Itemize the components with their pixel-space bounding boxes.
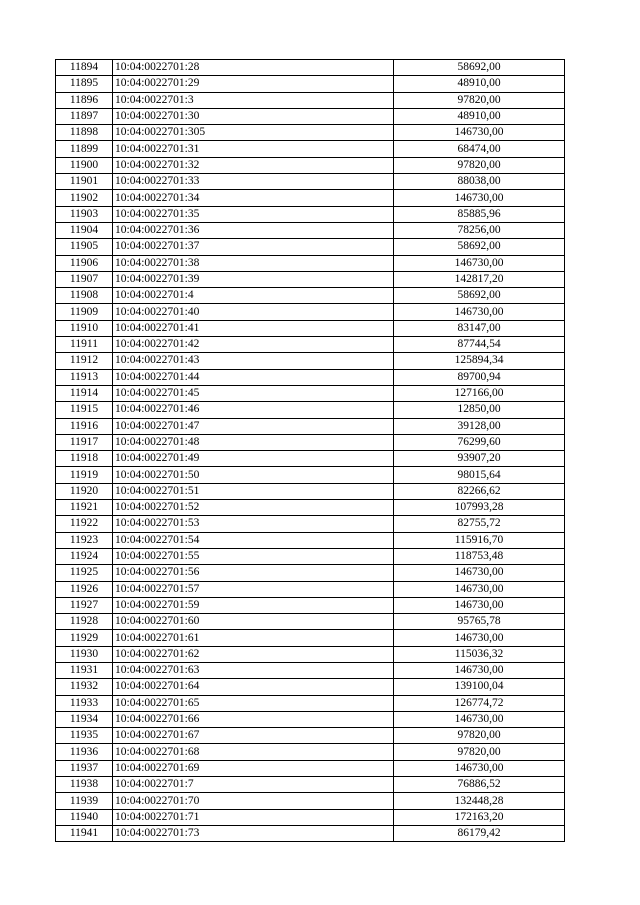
cadastral-code-cell: 10:04:0022701:32	[113, 157, 394, 173]
table-row	[56, 385, 565, 401]
amount-cell: 76886,52	[394, 777, 565, 793]
table-row	[56, 288, 565, 304]
row-number-cell: 11907	[56, 271, 113, 287]
table-row	[56, 728, 565, 744]
cadastral-code-cell: 10:04:0022701:53	[113, 516, 394, 532]
cadastral-code-cell: 10:04:0022701:59	[113, 597, 394, 613]
amount-cell: 146730,00	[394, 581, 565, 597]
table-row	[56, 157, 565, 173]
row-number-cell: 11912	[56, 353, 113, 369]
amount-cell: 93907,20	[394, 451, 565, 467]
amount-cell: 97820,00	[394, 728, 565, 744]
row-number-cell: 11914	[56, 385, 113, 401]
table-row	[56, 108, 565, 124]
table-row	[56, 793, 565, 809]
table-row	[56, 597, 565, 613]
amount-cell: 39128,00	[394, 418, 565, 434]
table-row	[56, 434, 565, 450]
row-number-cell: 11911	[56, 337, 113, 353]
table-body	[56, 60, 565, 842]
row-number-cell: 11910	[56, 320, 113, 336]
row-number-cell: 11941	[56, 825, 113, 841]
amount-cell: 83147,00	[394, 320, 565, 336]
cadastral-code-cell: 10:04:0022701:48	[113, 434, 394, 450]
cadastral-code-cell: 10:04:0022701:50	[113, 467, 394, 483]
row-number-cell: 11924	[56, 548, 113, 564]
table-row	[56, 337, 565, 353]
cadastral-code-cell: 10:04:0022701:51	[113, 483, 394, 499]
amount-cell: 146730,00	[394, 662, 565, 678]
table-row	[56, 581, 565, 597]
amount-cell: 115916,70	[394, 532, 565, 548]
amount-cell: 97820,00	[394, 92, 565, 108]
row-number-cell: 11930	[56, 646, 113, 662]
row-number-cell: 11939	[56, 793, 113, 809]
row-number-cell: 11937	[56, 760, 113, 776]
row-number-cell: 11928	[56, 614, 113, 630]
cadastral-code-cell: 10:04:0022701:46	[113, 402, 394, 418]
amount-cell: 126774,72	[394, 695, 565, 711]
cadastral-code-cell: 10:04:0022701:60	[113, 614, 394, 630]
cadastral-code-cell: 10:04:0022701:49	[113, 451, 394, 467]
row-number-cell: 11898	[56, 125, 113, 141]
table-row	[56, 695, 565, 711]
table-row	[56, 662, 565, 678]
cadastral-code-cell: 10:04:0022701:7	[113, 777, 394, 793]
amount-cell: 146730,00	[394, 565, 565, 581]
table-row	[56, 255, 565, 271]
row-number-cell: 11926	[56, 581, 113, 597]
table-row	[56, 679, 565, 695]
row-number-cell: 11897	[56, 108, 113, 124]
cadastral-code-cell: 10:04:0022701:34	[113, 190, 394, 206]
cadastral-code-cell: 10:04:0022701:56	[113, 565, 394, 581]
table-row	[56, 76, 565, 92]
table-row	[56, 744, 565, 760]
cadastral-code-cell: 10:04:0022701:68	[113, 744, 394, 760]
table-row	[56, 174, 565, 190]
amount-cell: 146730,00	[394, 711, 565, 727]
cadastral-code-cell: 10:04:0022701:47	[113, 418, 394, 434]
amount-cell: 95765,78	[394, 614, 565, 630]
row-number-cell: 11938	[56, 777, 113, 793]
row-number-cell: 11918	[56, 451, 113, 467]
cadastral-code-cell: 10:04:0022701:71	[113, 809, 394, 825]
cadastral-code-cell: 10:04:0022701:33	[113, 174, 394, 190]
table-row	[56, 60, 565, 76]
row-number-cell: 11923	[56, 532, 113, 548]
cadastral-code-cell: 10:04:0022701:67	[113, 728, 394, 744]
row-number-cell: 11920	[56, 483, 113, 499]
row-number-cell: 11925	[56, 565, 113, 581]
amount-cell: 146730,00	[394, 760, 565, 776]
amount-cell: 107993,28	[394, 500, 565, 516]
amount-cell: 82755,72	[394, 516, 565, 532]
amount-cell: 58692,00	[394, 288, 565, 304]
table-row	[56, 711, 565, 727]
amount-cell: 146730,00	[394, 630, 565, 646]
cadastral-code-cell: 10:04:0022701:40	[113, 304, 394, 320]
row-number-cell: 11902	[56, 190, 113, 206]
cadastral-code-cell: 10:04:0022701:31	[113, 141, 394, 157]
cadastral-code-cell: 10:04:0022701:57	[113, 581, 394, 597]
table-row	[56, 646, 565, 662]
table-row	[56, 320, 565, 336]
table-row	[56, 809, 565, 825]
table-row	[56, 353, 565, 369]
amount-cell: 82266,62	[394, 483, 565, 499]
table-row	[56, 500, 565, 516]
row-number-cell: 11931	[56, 662, 113, 678]
cadastral-code-cell: 10:04:0022701:35	[113, 206, 394, 222]
cadastral-code-cell: 10:04:0022701:69	[113, 760, 394, 776]
table-row	[56, 125, 565, 141]
cadastral-code-cell: 10:04:0022701:36	[113, 222, 394, 238]
table-row	[56, 483, 565, 499]
table-row	[56, 565, 565, 581]
row-number-cell: 11919	[56, 467, 113, 483]
row-number-cell: 11915	[56, 402, 113, 418]
row-number-cell: 11934	[56, 711, 113, 727]
amount-cell: 146730,00	[394, 190, 565, 206]
amount-cell: 85885,96	[394, 206, 565, 222]
table-row	[56, 516, 565, 532]
cadastral-code-cell: 10:04:0022701:45	[113, 385, 394, 401]
table-row	[56, 92, 565, 108]
table-row	[56, 369, 565, 385]
amount-cell: 58692,00	[394, 239, 565, 255]
amount-cell: 115036,32	[394, 646, 565, 662]
cadastral-code-cell: 10:04:0022701:61	[113, 630, 394, 646]
amount-cell: 68474,00	[394, 141, 565, 157]
cadastral-code-cell: 10:04:0022701:37	[113, 239, 394, 255]
row-number-cell: 11913	[56, 369, 113, 385]
cadastral-code-cell: 10:04:0022701:55	[113, 548, 394, 564]
table-row	[56, 532, 565, 548]
amount-cell: 97820,00	[394, 157, 565, 173]
row-number-cell: 11896	[56, 92, 113, 108]
row-number-cell: 11904	[56, 222, 113, 238]
cadastral-code-cell: 10:04:0022701:54	[113, 532, 394, 548]
table-row	[56, 402, 565, 418]
cadastral-code-cell: 10:04:0022701:4	[113, 288, 394, 304]
cadastral-code-cell: 10:04:0022701:29	[113, 76, 394, 92]
table-row	[56, 777, 565, 793]
data-table	[55, 59, 565, 842]
table-row	[56, 141, 565, 157]
cadastral-code-cell: 10:04:0022701:38	[113, 255, 394, 271]
amount-cell: 87744,54	[394, 337, 565, 353]
cadastral-code-cell: 10:04:0022701:39	[113, 271, 394, 287]
row-number-cell: 11905	[56, 239, 113, 255]
cadastral-code-cell: 10:04:0022701:305	[113, 125, 394, 141]
amount-cell: 125894,34	[394, 353, 565, 369]
amount-cell: 78256,00	[394, 222, 565, 238]
amount-cell: 127166,00	[394, 385, 565, 401]
row-number-cell: 11900	[56, 157, 113, 173]
row-number-cell: 11940	[56, 809, 113, 825]
row-number-cell: 11903	[56, 206, 113, 222]
cadastral-code-cell: 10:04:0022701:44	[113, 369, 394, 385]
table-row	[56, 614, 565, 630]
cadastral-code-cell: 10:04:0022701:63	[113, 662, 394, 678]
row-number-cell: 11916	[56, 418, 113, 434]
row-number-cell: 11909	[56, 304, 113, 320]
amount-cell: 172163,20	[394, 809, 565, 825]
row-number-cell: 11906	[56, 255, 113, 271]
row-number-cell: 11921	[56, 500, 113, 516]
row-number-cell: 11936	[56, 744, 113, 760]
amount-cell: 146730,00	[394, 304, 565, 320]
row-number-cell: 11908	[56, 288, 113, 304]
table-row	[56, 825, 565, 841]
amount-cell: 58692,00	[394, 60, 565, 76]
cadastral-code-cell: 10:04:0022701:43	[113, 353, 394, 369]
table-row	[56, 271, 565, 287]
table-row	[56, 239, 565, 255]
row-number-cell: 11894	[56, 60, 113, 76]
row-number-cell: 11935	[56, 728, 113, 744]
amount-cell: 142817,20	[394, 271, 565, 287]
amount-cell: 146730,00	[394, 597, 565, 613]
amount-cell: 86179,42	[394, 825, 565, 841]
row-number-cell: 11929	[56, 630, 113, 646]
cadastral-code-cell: 10:04:0022701:62	[113, 646, 394, 662]
table-row	[56, 467, 565, 483]
cadastral-code-cell: 10:04:0022701:41	[113, 320, 394, 336]
amount-cell: 146730,00	[394, 125, 565, 141]
cadastral-code-cell: 10:04:0022701:42	[113, 337, 394, 353]
table-row	[56, 418, 565, 434]
row-number-cell: 11899	[56, 141, 113, 157]
row-number-cell: 11901	[56, 174, 113, 190]
amount-cell: 12850,00	[394, 402, 565, 418]
table-row	[56, 222, 565, 238]
amount-cell: 98015,64	[394, 467, 565, 483]
cadastral-code-cell: 10:04:0022701:65	[113, 695, 394, 711]
table-row	[56, 304, 565, 320]
amount-cell: 132448,28	[394, 793, 565, 809]
amount-cell: 97820,00	[394, 744, 565, 760]
cadastral-code-cell: 10:04:0022701:73	[113, 825, 394, 841]
cadastral-code-cell: 10:04:0022701:64	[113, 679, 394, 695]
amount-cell: 118753,48	[394, 548, 565, 564]
table-row	[56, 206, 565, 222]
amount-cell: 89700,94	[394, 369, 565, 385]
row-number-cell: 11917	[56, 434, 113, 450]
table-row	[56, 760, 565, 776]
row-number-cell: 11927	[56, 597, 113, 613]
amount-cell: 48910,00	[394, 76, 565, 92]
row-number-cell: 11895	[56, 76, 113, 92]
cadastral-code-cell: 10:04:0022701:66	[113, 711, 394, 727]
amount-cell: 88038,00	[394, 174, 565, 190]
row-number-cell: 11922	[56, 516, 113, 532]
cadastral-code-cell: 10:04:0022701:52	[113, 500, 394, 516]
cadastral-code-cell: 10:04:0022701:28	[113, 60, 394, 76]
cadastral-code-cell: 10:04:0022701:30	[113, 108, 394, 124]
amount-cell: 48910,00	[394, 108, 565, 124]
amount-cell: 146730,00	[394, 255, 565, 271]
table-row	[56, 630, 565, 646]
amount-cell: 76299,60	[394, 434, 565, 450]
amount-cell: 139100,04	[394, 679, 565, 695]
table-row	[56, 548, 565, 564]
table-row	[56, 190, 565, 206]
table-row	[56, 451, 565, 467]
cadastral-code-cell: 10:04:0022701:3	[113, 92, 394, 108]
row-number-cell: 11932	[56, 679, 113, 695]
row-number-cell: 11933	[56, 695, 113, 711]
cadastral-code-cell: 10:04:0022701:70	[113, 793, 394, 809]
